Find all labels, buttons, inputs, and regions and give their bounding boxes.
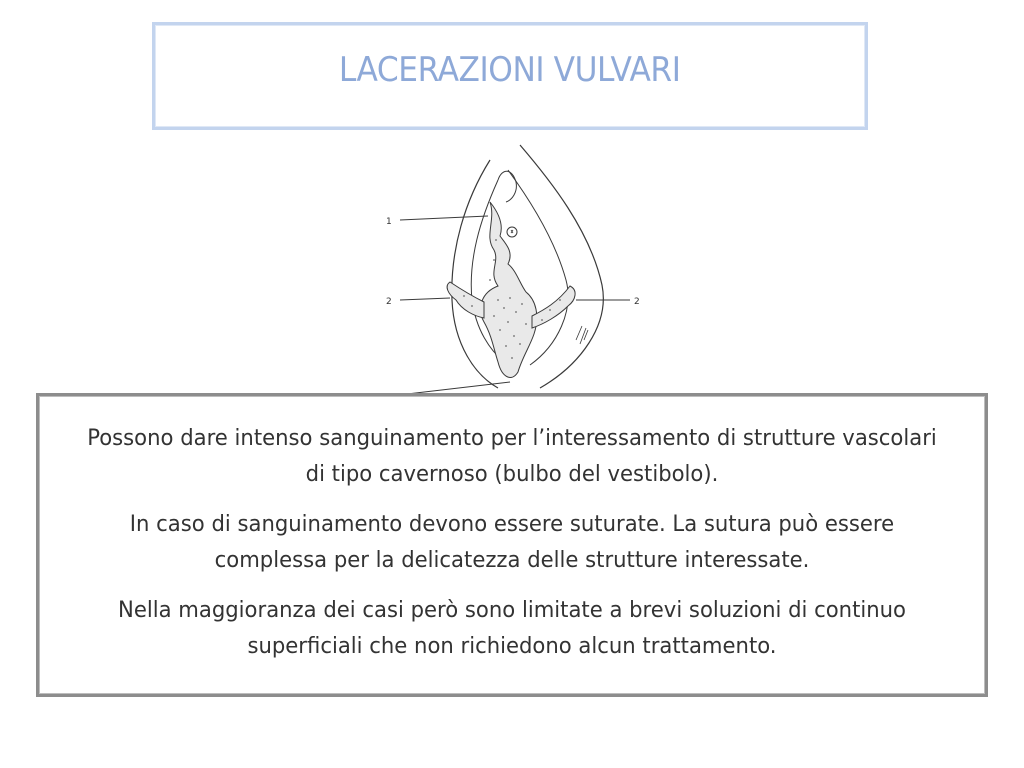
paragraph-suturing: In caso di sanguinamento devono essere suturate. La sutura può essere complessa per la delicatezza delle strutture interessate. [129,511,895,573]
paragraph-superficial: Nella maggioranza dei casi però sono limitate a brevi soluzioni di continuo superficiali che non richiedono alcun trattamento. [117,597,907,659]
figure-label-2-left: 2 [386,297,392,307]
urethra-mark [511,230,513,233]
paragraph-bleeding: Possono dare intenso sanguinamento per l’interessamento di strutture vascolari di tipo cavernoso (bulbo del vestibolo). [87,425,937,487]
content-box [36,393,988,697]
outer-outline-left [452,160,498,388]
title-box [152,22,868,130]
anatomical-illustration [380,140,640,400]
vulvar-laceration-drawing [380,140,640,400]
slide-title: LACERAZIONI VULVARI [339,50,681,90]
leader-line-2-left [400,298,450,300]
clitoral-hood [498,171,516,202]
leader-line-1 [400,216,488,220]
figure-label-2-right: 2 [634,297,640,307]
laceration-right-branch [532,286,575,328]
figure-label-1: 1 [386,217,392,227]
artist-signature [576,326,588,344]
